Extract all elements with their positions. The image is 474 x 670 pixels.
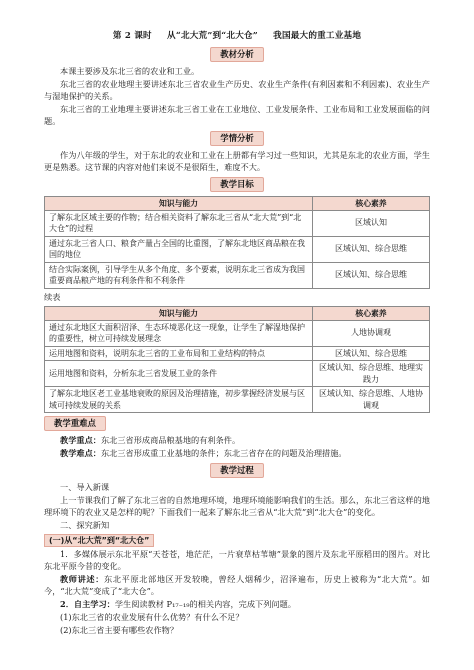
difficult-text: 东北三省形成重工业基地的条件；东北三省存在的问题及治理措施。 xyxy=(100,447,347,458)
section-banner: 教学过程 xyxy=(210,463,264,478)
table-cell-literacy: 区域认知 xyxy=(313,210,430,236)
lesson-subtitle: 我国最大的重工业基地 xyxy=(273,31,362,41)
table-row xyxy=(45,361,430,387)
table-cell-ability: 运用地图和资料，说明东北三省的工业布局和工业结构的特点 xyxy=(45,346,313,361)
key-text: 东北三省形成商品粮基地的有利条件。 xyxy=(100,435,241,446)
table-cell-literacy: 区域认知、综合思维、人地协调观 xyxy=(313,387,430,413)
table-cell-ability: 结合实际案例，引导学生从多个角度、多个要素，说明东北三省成为我国重要商品粮产地的有利条件和不利条件 xyxy=(45,262,313,288)
table-cell-ability: 运用地图和资料，分析东北三省发展工业的条件 xyxy=(45,361,313,387)
analysis-para-1: 本课主要涉及东北三省的农业和工业。 xyxy=(60,66,200,77)
section-banner: 教学重难点 xyxy=(44,416,106,431)
subsection-1-heading: (一)从“北大荒”到“北大仓” xyxy=(44,534,154,547)
table-cell-ability: 通过东北三省人口、粮食产量占全国的比重图，了解东北地区商品粮在我国的地位 xyxy=(45,236,313,262)
analysis-para-2: 东北三省的农业地理主要讲述东北三省农业生产历史、农业生产条件(有利因素和不利因素)、农业生产与湿地保护的关系。 xyxy=(44,79,430,102)
header-literacy: 核心素养 xyxy=(313,196,430,210)
teacher-label: 教师讲述： xyxy=(60,574,105,585)
teacher-narration xyxy=(44,574,430,598)
table-cell-literacy: 人地协调观 xyxy=(313,320,430,346)
students-para: 作为八年级的学生，对于东北的农业和工业在上册都有学习过一些知识，尤其是东北的农业方面，学生更是熟悉。这节课的内容对他们来说不是很陌生，难度不大。 xyxy=(44,149,430,172)
table-cell-literacy: 区域认知、综合思维 xyxy=(313,236,430,262)
key-point xyxy=(44,435,430,447)
table-cell-literacy: 区域认知、综合思维 xyxy=(313,346,430,361)
question-2: (2)东北三省主要有哪些农作物？ xyxy=(60,624,179,635)
keypoints-heading xyxy=(44,416,430,431)
step-1-text: 上一节课我们了解了东北三省的自然地理环境，地理环境能影响我们的生活。那么，东北三省这样的地理环境下的农业又是怎样的呢？下面我们一起来了解东北三省从“北大荒”到“北大仓”的变化。 xyxy=(44,494,430,517)
header-literacy: 核心素养 xyxy=(313,306,430,320)
goals-table-2 xyxy=(44,306,430,414)
difficult-label: 教学难点： xyxy=(60,447,101,458)
step-1-heading: 一、导入新课 xyxy=(60,481,110,492)
table-cell-literacy: 区域认知、综合思维、地理实践力 xyxy=(313,361,430,387)
item-2-label: 2．自主学习： xyxy=(60,598,115,609)
table-cell-literacy: 区域认知、综合思维 xyxy=(313,262,430,288)
section-banner: 教材分析 xyxy=(210,47,264,62)
item-2 xyxy=(44,599,430,611)
table-row xyxy=(45,262,430,288)
item-1: 1．多媒体展示东北平原“天苍苍，地茫茫，一片衰草枯苇塘”景象的图片及东北平原稻田的图片。对比东北平原今昔的变化。 xyxy=(44,549,430,572)
lesson-number: 第 2 课时 xyxy=(112,31,152,41)
item-2-text: 学生阅读教材 P₁₇₋₁₉的相关内容，完成下列问题。 xyxy=(114,598,296,609)
table-row xyxy=(45,346,430,361)
lesson-topic: 从“北大荒”到“北大仓” xyxy=(167,31,258,41)
subsection-1 xyxy=(44,532,430,548)
table-row xyxy=(45,210,430,236)
table-cell-ability: 通过东北地区大面积沼泽、生态环境恶化这一现象，让学生了解湿地保护的重要性，树立可持续发展理念 xyxy=(45,320,313,346)
table-row xyxy=(45,320,430,346)
table-row xyxy=(45,236,430,262)
table-cell-ability: 了解东北区域主要的作物；结合相关资料了解东北三省从“北大荒”到“北大仓”的过程 xyxy=(45,210,313,236)
section-banner: 学情分析 xyxy=(210,131,264,146)
difficult-point xyxy=(44,448,430,460)
goals-table-1 xyxy=(44,196,430,289)
continued-label: 续表 xyxy=(44,291,61,302)
table-header-row xyxy=(45,196,430,210)
teacher-text: 东北平原北部地区开发较晚，曾经人烟稀少，沼泽遍布，历史上被称为“北大荒”。如今，“北大荒”变成了“北大仓”。 xyxy=(44,574,430,597)
table-header-row xyxy=(45,306,430,320)
table-cell-ability: 了解东北地区老工业基地衰败的原因及治理措施，初步掌握经济发展与区域可持续发展的关系 xyxy=(45,387,313,413)
analysis-para-3: 东北三省的工业地理主要讲述东北三省工业在工业地位、工业发展条件、工业布局和工业发展面临的问题。 xyxy=(44,104,430,127)
key-label: 教学重点： xyxy=(60,435,101,446)
students-heading xyxy=(44,131,430,146)
step-2-heading: 二、探究新知 xyxy=(60,519,110,530)
header-ability: 知识与能力 xyxy=(45,306,313,320)
analysis-heading xyxy=(44,47,430,62)
goals-heading xyxy=(44,177,430,192)
page-title xyxy=(44,30,430,42)
section-banner: 教学目标 xyxy=(210,177,264,192)
table-row xyxy=(45,387,430,413)
header-ability: 知识与能力 xyxy=(45,196,313,210)
process-heading xyxy=(44,463,430,478)
question-1: (1)东北三省的农业发展有什么优势？有什么不足？ xyxy=(60,611,244,622)
